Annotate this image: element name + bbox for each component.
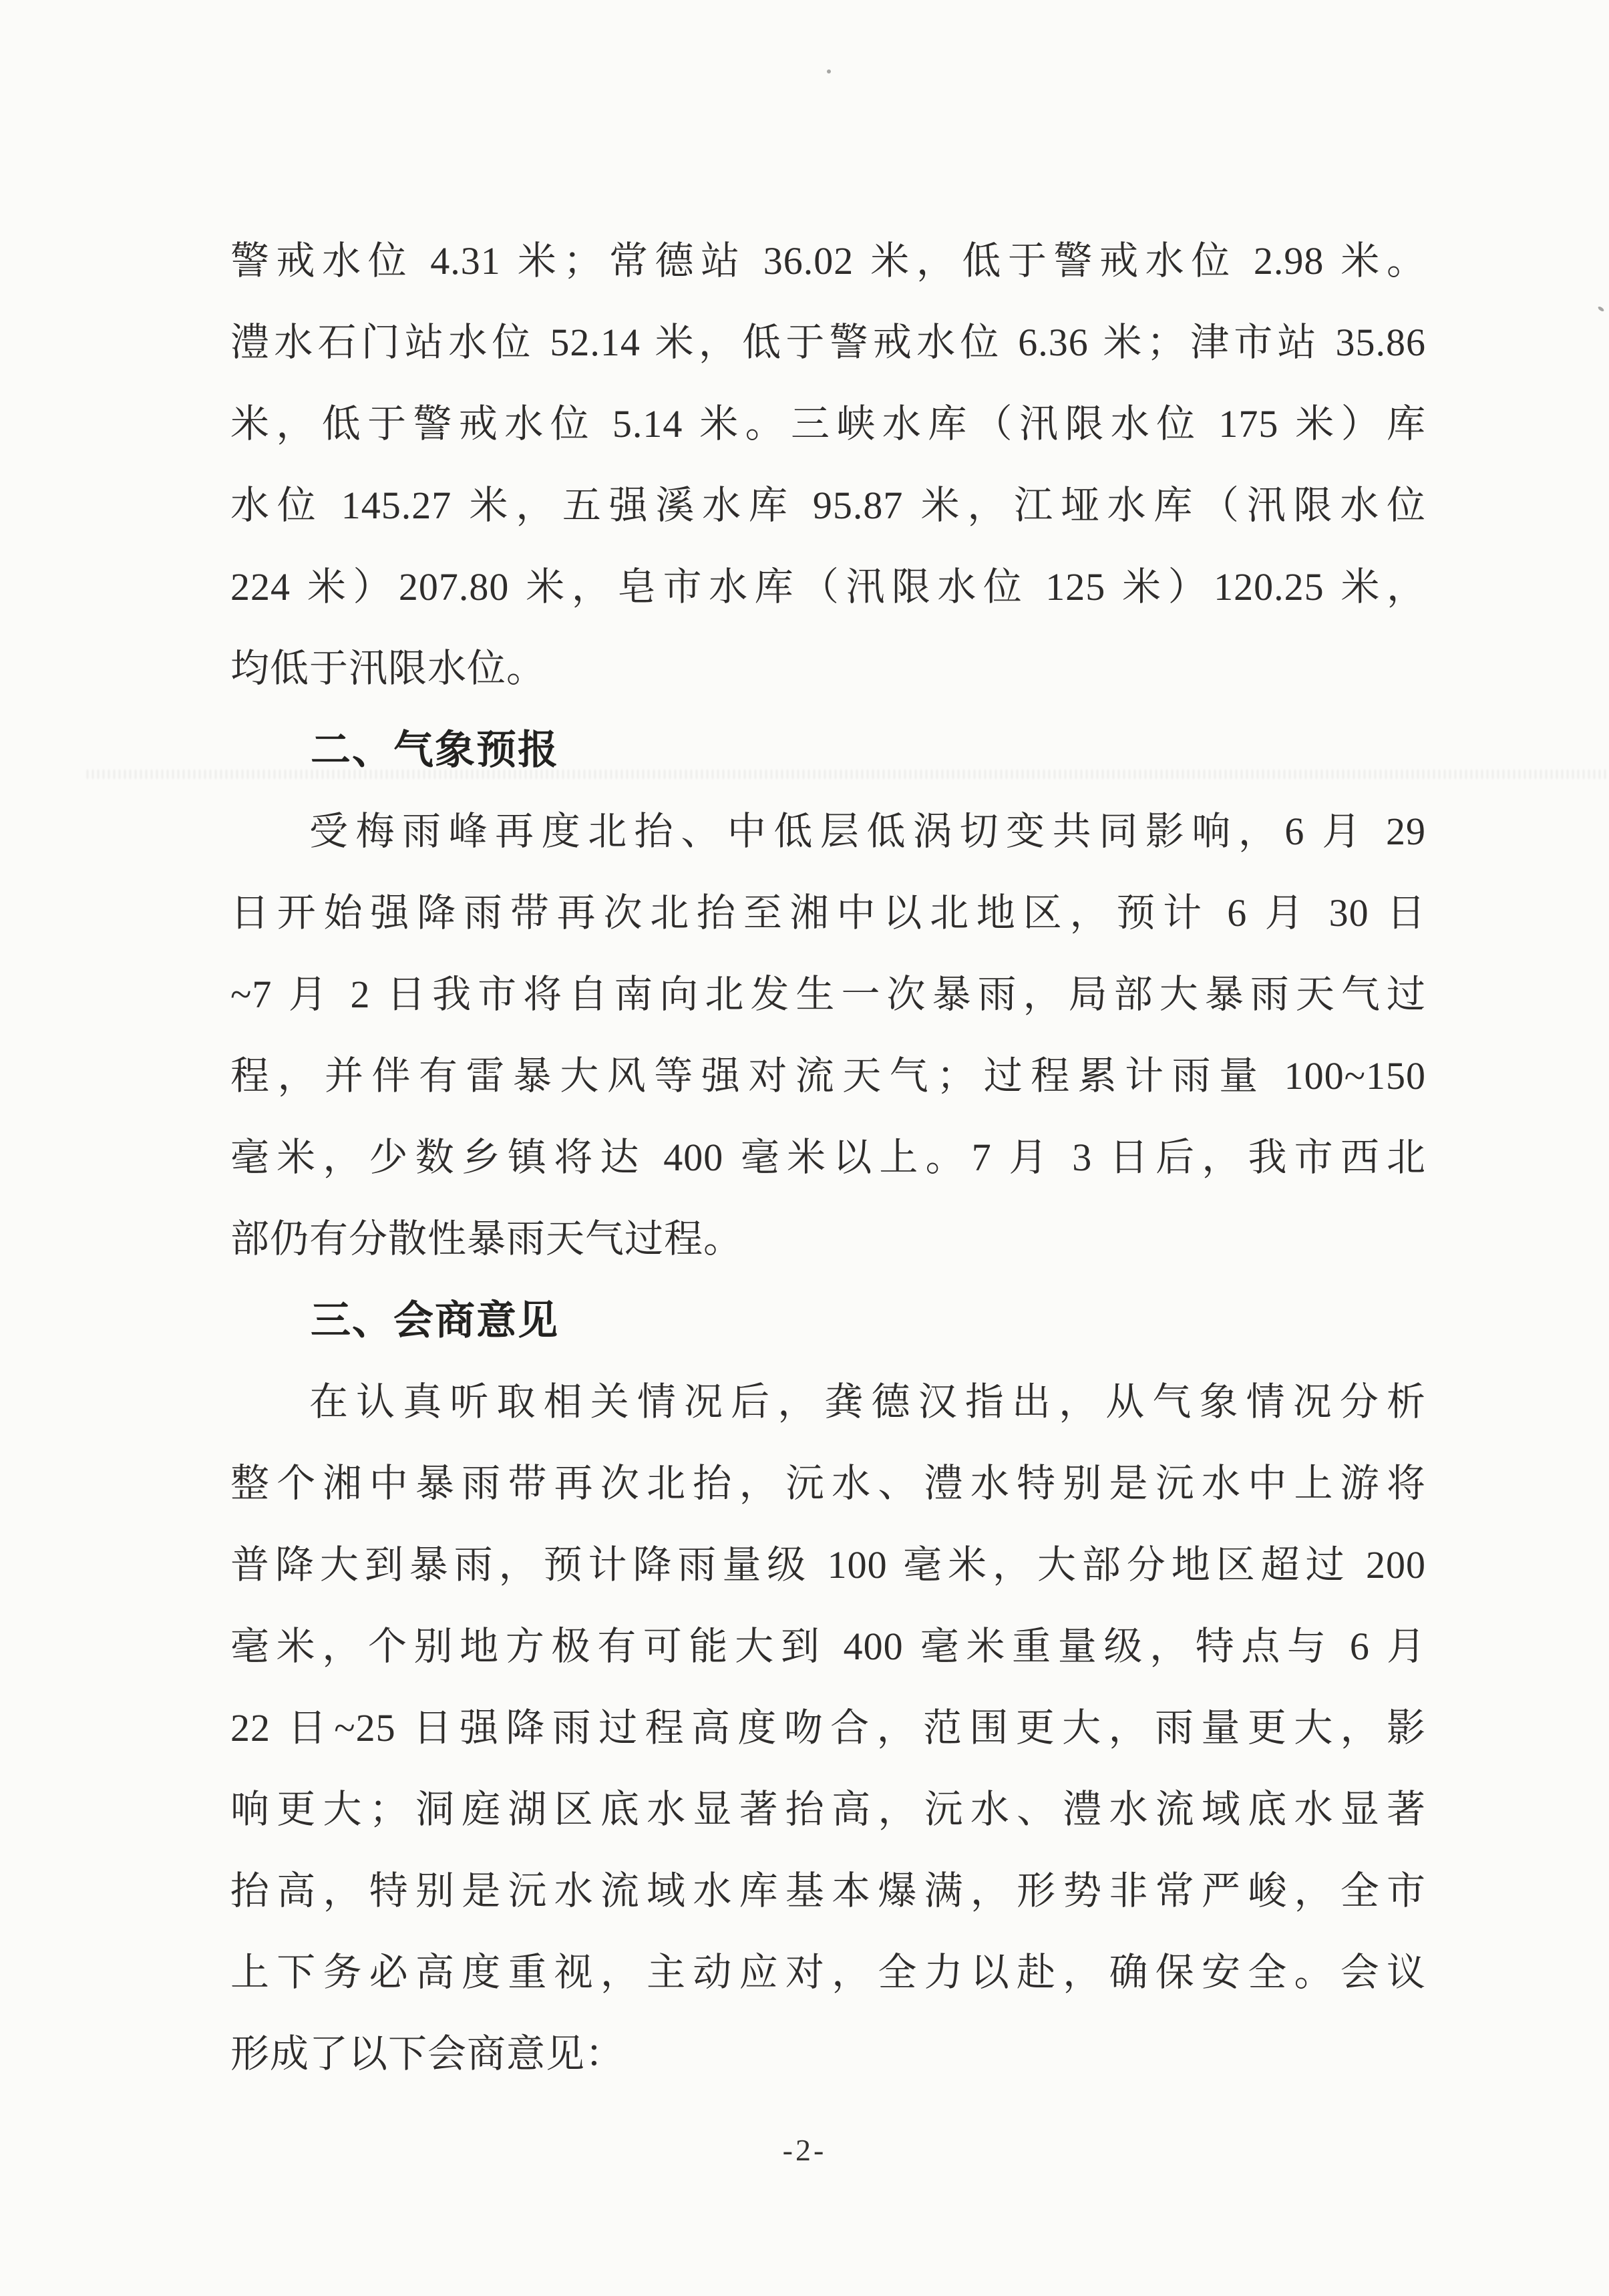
document-text-block [230,220,1426,2095]
body-line: 均低于汛限水位。 [230,647,546,690]
body-line: 上下务必高度重视，主动应对，全力以赴，确保安全。会议 [230,1951,1426,1994]
body-line: 米，低于警戒水位 5.14 米。三峡水库（汛限水位 175 米）库 [230,402,1426,446]
body-line: 224 米）207.80 米，皂市水库（汛限水位 125 米）120.25 米， [230,565,1426,609]
paragraph-consultation-opinions [230,1361,1426,2095]
body-line: 程，并伴有雷暴大风等强对流天气；过程累计雨量 100~150 [230,1054,1426,1098]
scan-speck [827,69,831,73]
body-line: 抬高，特别是沅水流域水库基本爆满，形势非常严峻，全市 [230,1869,1426,1913]
body-line: 在认真听取相关情况后，龚德汉指出，从气象情况分析 [309,1380,1426,1424]
body-line: 毫米，少数乡镇将达 400 毫米以上。7 月 3 日后，我市西北 [230,1136,1426,1179]
body-line: 澧水石门站水位 52.14 米，低于警戒水位 6.36 米；津市站 35.86 [230,321,1426,364]
body-line: 22 日~25 日强降雨过程高度吻合，范围更大，雨量更大，影 [230,1706,1426,1750]
body-line: 日开始强降雨带再次北抬至湘中以北地区，预计 6 月 30 日 [230,891,1426,935]
page-number: -2- [782,2133,827,2167]
body-line: 水位 145.27 米，五强溪水库 95.87 米，江垭水库（汛限水位 [230,484,1426,527]
body-line: 整个湘中暴雨带再次北抬，沅水、澧水特别是沅水中上游将 [230,1462,1426,1505]
body-line: 形成了以下会商意见： [230,2032,625,2076]
scan-speck [1597,306,1604,313]
body-line: 响更大；洞庭湖区底水显著抬高，沅水、澧水流域底水显著 [230,1788,1426,1831]
body-line: 受梅雨峰再度北抬、中低层低涡切变共同影响，6 月 29 [309,810,1426,853]
scan-artifact-band [87,770,1609,779]
body-line: 普降大到暴雨，预计降雨量级 100 毫米，大部分地区超过 200 [230,1543,1426,1587]
body-line: 警戒水位 4.31 米；常德站 36.02 米，低于警戒水位 2.98 米。 [230,239,1426,283]
body-line: 部仍有分散性暴雨天气过程。 [230,1217,743,1261]
body-line: 毫米，个别地方极有可能大到 400 毫米重量级，特点与 6 月 [230,1625,1426,1668]
paragraph-water-levels [230,220,1426,709]
section-heading-weather-forecast: 二、气象预报 [311,727,559,772]
section-heading-consultation-opinions: 三、会商意见 [311,1298,559,1343]
body-line: ~7 月 2 日我市将自南向北发生一次暴雨，局部大暴雨天气过 [230,973,1426,1016]
paragraph-weather-forecast [230,791,1426,1280]
